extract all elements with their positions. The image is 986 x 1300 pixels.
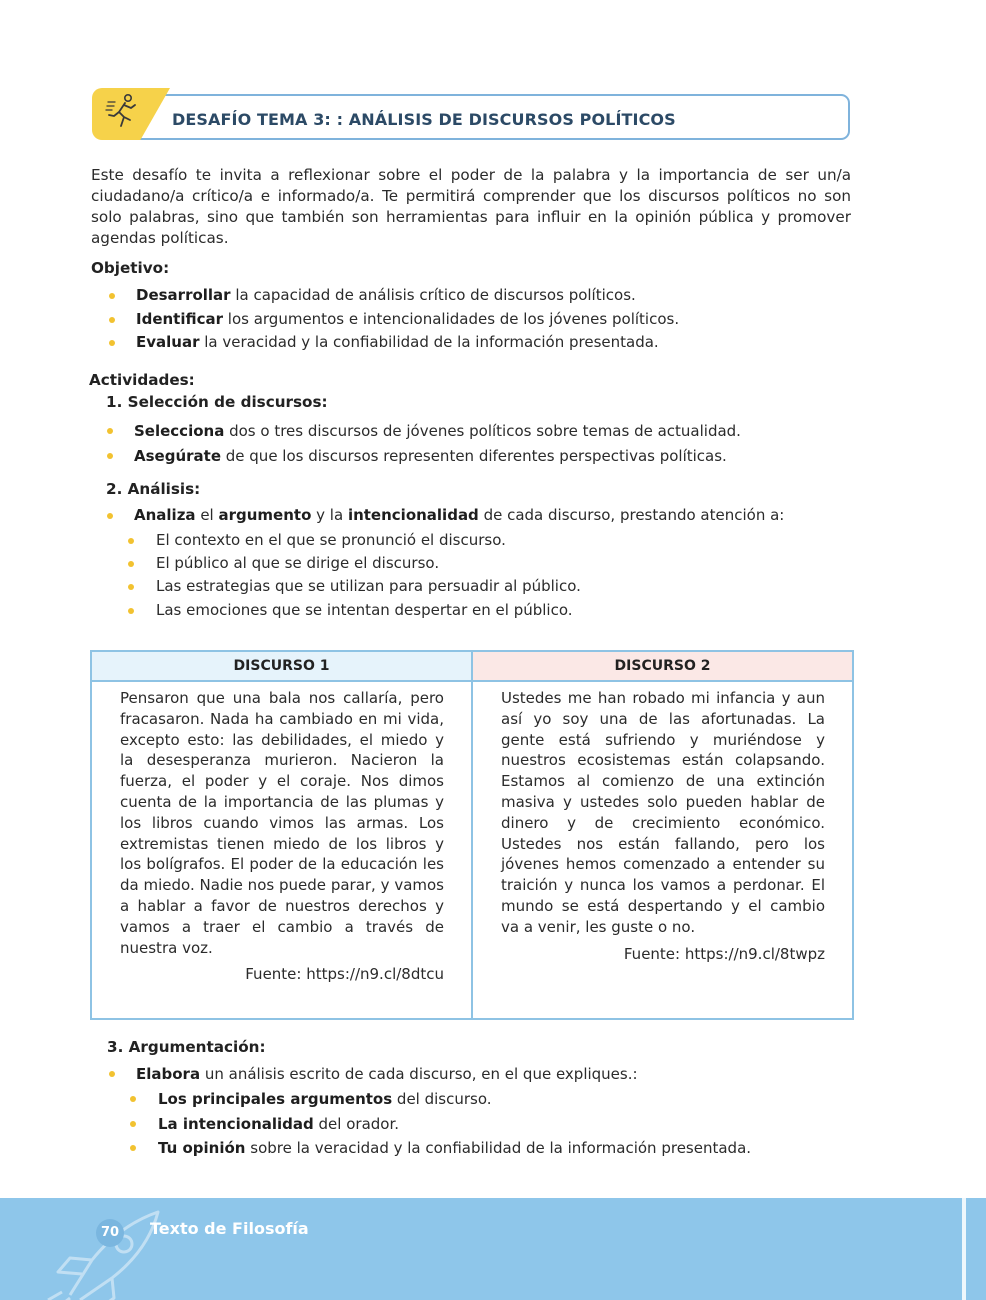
step2-lead: [134, 504, 784, 527]
discurso-2-text: Ustedes me han robado mi infancia y aun así yo soy una de las afortunadas. La gente está sufriendo y muriéndose y nuestros ecosistemas están colapsando. Estamos al comienzo de una extinción masiva y ustedes solo pueden hablar de dinero y de crecimiento económico. Ustedes nos están fallando, pero los jóvenes hemos comenzado a entender su traición y nunca los vamos a perdonar. El mundo se está despertando y el cambio va a venir, les guste o no.: [501, 689, 825, 936]
list-item: Analiza el argumento y la intencionalidad de cada discurso, prestando atención a:: [134, 504, 784, 527]
list-item: Elabora un análisis escrito de cada discurso, en el que expliques.:: [136, 1062, 638, 1086]
actividades-title: Actividades:: [89, 371, 195, 389]
list-item: Desarrollar la capacidad de análisis crítico de discursos políticos.: [136, 284, 679, 308]
intro-paragraph: Este desafío te invita a reflexionar sobre el poder de la palabra y la importancia de ser un/a ciudadano/a crítico/a e informado/a. Te permitirá comprender que los discursos políticos no son solo palabras, sino que también son herramientas para influir en la opinión pública y promover agendas políticas.: [91, 166, 851, 247]
discurso-2-source: Fuente: https://n9.cl/8twpz: [623, 944, 825, 963]
list-item: Selecciona dos o tres discursos de jóvenes políticos sobre temas de actualidad.: [134, 419, 741, 444]
runner-icon: [104, 92, 140, 132]
list-item: Tu opinión sobre la veracidad y la confiabilidad de la información presentada.: [158, 1136, 751, 1161]
step1-list: [134, 419, 741, 469]
page-title: DESAFÍO TEMA 3: : ANÁLISIS DE DISCURSOS POLÍTICOS: [172, 110, 676, 129]
step1-title: 1. Selección de discursos:: [106, 393, 328, 411]
discurso-1-text: Pensaron que una bala nos callaría, pero fracasaron. Nada ha cambiado en mi vida, excepto esto: las debilidades, el miedo y la desesperanza murieron. Nacieron la fuerza, el poder y el coraje. Nos dimos cuenta de la importancia de las plumas y los libros cuando vimos las armas. Los extremistas tienen miedo de los libros y los bolígrafos. El poder de la educación les da miedo. Nadie nos puede parar, y vamos a hablar a favor de nuestros derechos y vamos a traer el cambio a través de nuestra voz.: [120, 689, 444, 957]
discurso-2-header: DISCURSO 2: [472, 651, 853, 681]
footer-divider: [962, 1198, 966, 1300]
discurso-1-source: Fuente: https://n9.cl/8dtcu: [245, 965, 444, 984]
footer-book-title: Texto de Filosofía: [150, 1219, 309, 1238]
discurso-1-cell: [91, 681, 472, 1019]
step3-sublist: [158, 1087, 751, 1161]
step2-title: 2. Análisis:: [106, 480, 201, 498]
step3-lead: [136, 1062, 638, 1086]
discurso-2-cell: [472, 681, 853, 1019]
page-number: 70: [96, 1219, 124, 1247]
list-item: Identificar los argumentos e intencionalidades de los jóvenes políticos.: [136, 308, 679, 332]
list-item: Asegúrate de que los discursos representen diferentes perspectivas políticas.: [134, 444, 741, 469]
list-item: Los principales argumentos del discurso.: [158, 1087, 751, 1112]
discurso-1-header: DISCURSO 1: [91, 651, 472, 681]
list-item: La intencionalidad del orador.: [158, 1112, 751, 1137]
objetivo-list: [136, 284, 679, 355]
list-item: Las emociones que se intentan despertar en el público.: [156, 599, 581, 622]
speeches-table: [90, 650, 854, 1020]
rocket-icon: [40, 1200, 170, 1300]
list-item: Evaluar la veracidad y la confiabilidad de la información presentada.: [136, 331, 679, 355]
list-item: El público al que se dirige el discurso.: [156, 552, 581, 575]
objetivo-title: Objetivo:: [91, 259, 170, 277]
list-item: Las estrategias que se utilizan para persuadir al público.: [156, 575, 581, 598]
list-item: El contexto en el que se pronunció el discurso.: [156, 529, 581, 552]
step2-sublist: [156, 529, 581, 622]
step3-title: 3. Argumentación:: [107, 1038, 266, 1056]
